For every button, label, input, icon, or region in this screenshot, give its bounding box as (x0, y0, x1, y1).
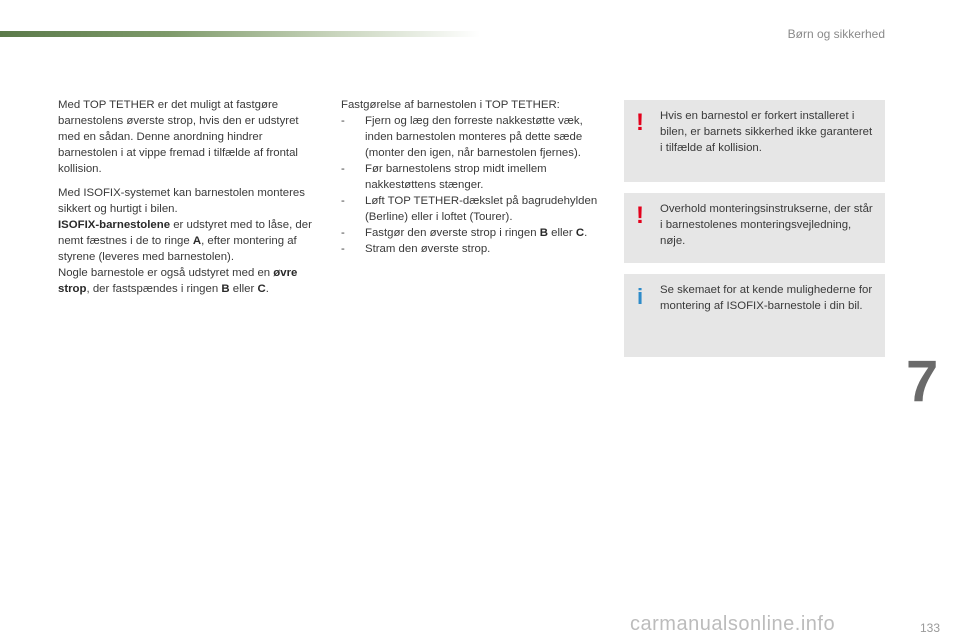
list-item (341, 113, 609, 161)
step-text: eller (547, 227, 576, 239)
procedure-steps (341, 113, 609, 257)
list-item (341, 193, 609, 225)
header-accent-bar (0, 31, 480, 37)
ring-c-label: C (257, 283, 266, 295)
ring-b-label: B (221, 283, 230, 295)
middle-column (341, 97, 609, 257)
ring-c-label: C (575, 227, 585, 239)
list-dash: - (341, 163, 345, 175)
isofix-term: ISOFIX-barnestolene (58, 219, 171, 231)
page-number: 133 (919, 621, 940, 635)
warning-icon: ! (636, 109, 644, 136)
warning-text: Hvis en barnestol er forkert installeret i bilen, er barnets sikkerhed ikke garanteret i tilfælde af kollision. (660, 110, 873, 154)
section-title: Børn og sikkerhed (787, 27, 885, 41)
warning-box-installation (624, 100, 885, 182)
warning-text: Overhold monteringsinstrukserne, der står i barnestolenes monteringsvejledning, nøje. (660, 203, 873, 247)
info-icon: i (636, 284, 644, 309)
left-column (58, 97, 323, 305)
list-item (341, 225, 609, 241)
info-box-isofix (624, 274, 885, 357)
isofix-intro: Med ISOFIX-systemet kan barnestolen monteres sikkert og hurtigt i bilen. (58, 187, 305, 215)
upper-strap-paragraph (58, 265, 323, 297)
procedure-intro: Fastgørelse af barnestolen i TOP TETHER: (341, 99, 560, 111)
upper-strap-term: øvre strop (58, 267, 298, 295)
upper-strap-text: Nogle barnestole er også udstyret med en (58, 267, 274, 279)
ring-a-label: A (192, 235, 202, 247)
upper-strap-text-3: eller (229, 283, 258, 295)
ring-b-label: B (539, 227, 548, 239)
list-dash: - (341, 115, 345, 127)
warning-box-instructions (624, 193, 885, 263)
step-text: Stram den øverste strop. (365, 243, 491, 255)
chapter-number: 7 (906, 349, 939, 414)
isofix-paragraph (58, 185, 323, 265)
step-text: Fjern og læg den forreste nakkestøtte væk, inden barnestolen monteres på dette sæde (monter den igen, når barnestolen fjernes). (365, 115, 583, 159)
upper-strap-text-4: . (265, 283, 269, 295)
info-text: Se skemaet for at kende mulighederne for montering af ISOFIX-barnestole i din bil. (660, 284, 873, 312)
step-text: Før barnestolens strop midt imellem nakkestøttens stænger. (365, 163, 547, 191)
isofix-text-end: , efter montering af styrene (leveres med barnestolen). (58, 235, 297, 263)
step-text: Fastgør den øverste strop i ringen (365, 227, 540, 239)
tether-paragraph: Med TOP TETHER er det muligt at fastgøre barnestolens øverste strop, hvis den er udstyret med en sådan. Denne anordning hindrer barnestolen i at vippe fremad i tilfælde af frontal kollision. (58, 99, 299, 175)
list-dash: - (341, 227, 345, 239)
list-dash: - (341, 195, 345, 207)
upper-strap-text-2: , der fastspændes i ringen (86, 283, 222, 295)
step-text: Løft TOP TETHER-dækslet på bagrudehylden (Berline) eller i loftet (Tourer). (365, 195, 598, 223)
list-dash: - (341, 243, 345, 255)
isofix-text: er udstyret med to låse, der nemt fæstnes i de to ringe (58, 219, 312, 247)
list-item (341, 241, 609, 257)
list-item (341, 161, 609, 193)
step-text: . (584, 227, 588, 239)
watermark: carmanualsonline.info (630, 613, 836, 635)
warning-icon: ! (636, 202, 644, 229)
